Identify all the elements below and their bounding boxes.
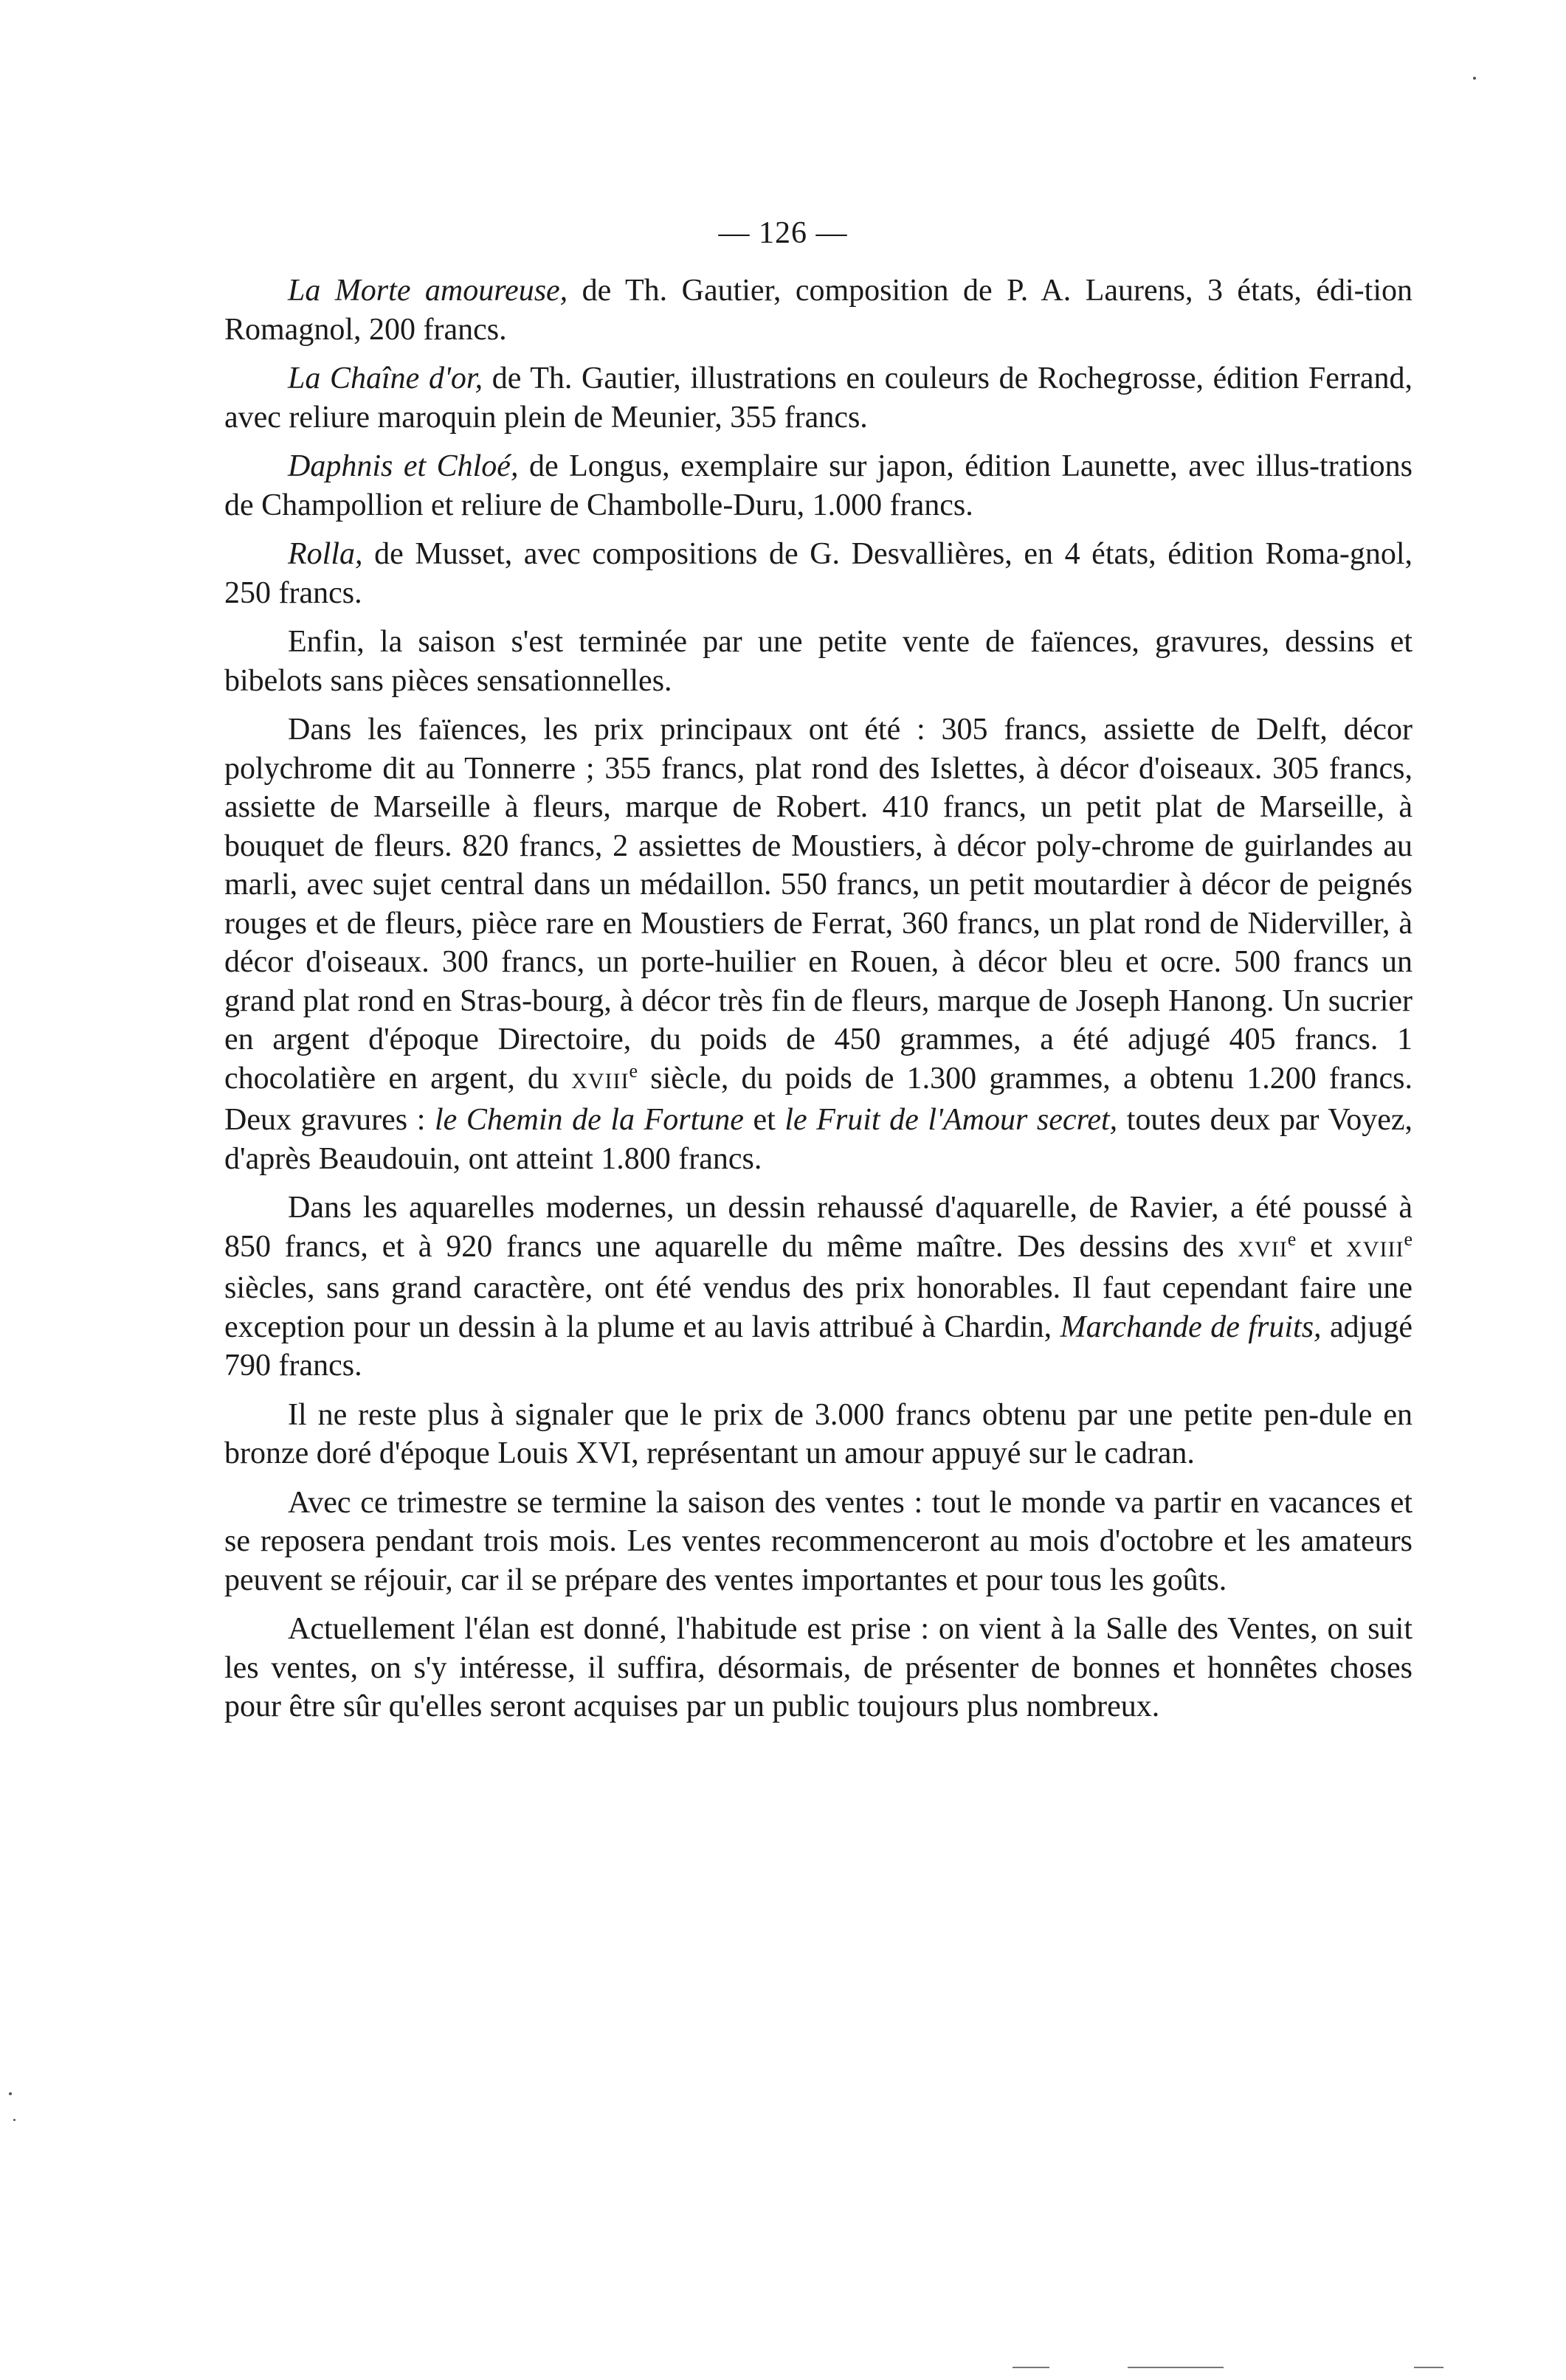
paragraph: [224, 710, 1412, 1178]
scan-speck: [1473, 77, 1476, 80]
text-run: Enfin, la saison s'est terminée par une petite vente de faïences, gravures, dessins et bibelots sans pièces sensationnelles.: [224, 625, 1412, 698]
text-run: de Th. Gautier, illustrations en couleurs de Rochegrosse, édition Ferrand, avec reliure maroquin plein de Meunier, 355 francs.: [224, 362, 1412, 435]
italic-title: La Chaîne d'or,: [288, 362, 483, 395]
century-numeral: XVII: [1238, 1236, 1288, 1262]
paragraph: [224, 1189, 1412, 1386]
scan-edge-mark: [1414, 2367, 1443, 2368]
italic-title: Marchande de fruits,: [1060, 1310, 1322, 1344]
text-run: adjugé 790 francs.: [224, 1310, 1412, 1383]
italic-title: Daphnis et Chloé,: [288, 449, 519, 483]
text-run: Il ne reste plus à signaler que le prix de 3.000 francs obtenu par une petite pen-dule en bronze doré d'époque Louis XVI, représentant un amour appuyé sur le cadran.: [224, 1397, 1412, 1470]
paragraph: [224, 535, 1412, 612]
paragraph: [224, 271, 1412, 349]
text-run: et: [1296, 1229, 1347, 1264]
ordinal-superscript: e: [1404, 1228, 1412, 1250]
paragraph: [224, 359, 1412, 437]
italic-title: le Fruit de l'Amour secret,: [784, 1103, 1118, 1137]
scan-edge-mark: [1128, 2367, 1224, 2368]
paragraph: [224, 447, 1412, 525]
paragraph: [224, 1484, 1412, 1600]
text-run: Avec ce trimestre se termine la saison des ventes : tout le monde va partir en vacances et se reposera pendant trois mois. Les ventes recommenceront au mois d'octobre et les amateurs peuvent se réjouir, car il se prépare des ventes importantes et pour tous les goûts.: [224, 1485, 1412, 1597]
scan-speck: [13, 2119, 15, 2121]
scan-speck: [9, 2092, 12, 2095]
italic-title: Rolla,: [288, 537, 363, 571]
text-run: Dans les aquarelles modernes, un dessin rehaussé d'aquarelle, de Ravier, a été poussé à 850 francs, et à 920 francs une aquarelle du même maître. Des dessins des: [224, 1191, 1412, 1264]
page-number: — 126 —: [718, 216, 848, 250]
text-run: Dans les faïences, les prix principaux ont été : 305 francs, assiette de Delft, décor polychrome dit au Tonnerre ; 355 francs, plat rond des Islettes, à décor d'oiseaux. 305 francs, assiette de Marseille à fleurs, marque de Robert. 410 francs, un petit plat de Marseille, à bouquet de fleurs. 820 francs, 2 assiettes de Moustiers, à décor poly-chrome de guirlandes au marli, avec sujet central dans un médaillon. 550 francs, un petit moutardier à décor de peignés rouges et de fleurs, pièce rare en Moustiers de Ferrat, 360 francs, un plat rond de Niderviller, à décor d'oiseaux. 300 francs, un porte-huilier en Rouen, à décor bleu et ocre. 500 francs un grand plat rond en Stras-bourg, à décor très fin de fleurs, marque de Joseph Hanong. Un sucrier en argent d'époque Directoire, du poids de 450 grammes, a été adjugé 405 francs. 1 chocolatière en argent, du: [224, 713, 1412, 1096]
century-numeral: XVIII: [1346, 1236, 1404, 1262]
text-run: siècles, sans grand caractère, ont été vendus des prix honorables. Il faut cependant faire une exception pour un dessin à la plume et au lavis attribué à Chardin,: [224, 1271, 1412, 1344]
italic-title: le Chemin de la Fortune: [434, 1103, 744, 1137]
ordinal-superscript: e: [1287, 1228, 1297, 1250]
body-text: [224, 271, 1412, 1737]
text-run: de Musset, avec compositions de G. Desvallières, en 4 états, édition Roma-gnol, 250 francs.: [224, 537, 1412, 610]
text-run: Actuellement l'élan est donné, l'habitude est prise : on vient à la Salle des Ventes, on suit les ventes, on s'y intéresse, il suffira, désormais, de présenter de bonnes et honnêtes choses pour être sûr qu'elles seront acquises par un public toujours plus nombreux.: [224, 1612, 1412, 1723]
text-run: toutes deux par Voyez, d'après Beaudouin, ont atteint 1.800 francs.: [224, 1103, 1413, 1176]
text-run: de Th. Gautier, composition de P. A. Laurens, 3 états, édi-tion Romagnol, 200 francs.: [224, 274, 1413, 347]
text-run: de Longus, exemplaire sur japon, édition Launette, avec illus-trations de Champollion et reliure de Chambolle-Duru, 1.000 francs.: [224, 449, 1413, 522]
paragraph: [224, 1610, 1412, 1726]
text-run: et: [743, 1103, 785, 1137]
scan-edge-mark: [1013, 2367, 1049, 2368]
paragraph: [224, 623, 1412, 700]
paragraph: [224, 1396, 1412, 1473]
century-numeral: XVIII: [571, 1068, 629, 1093]
italic-title: La Morte amoureuse,: [288, 274, 568, 308]
ordinal-superscript: e: [629, 1059, 638, 1082]
text-run: siècle, du poids de 1.300 grammes, a obtenu 1.200 francs. Deux gravures :: [224, 1061, 1412, 1137]
